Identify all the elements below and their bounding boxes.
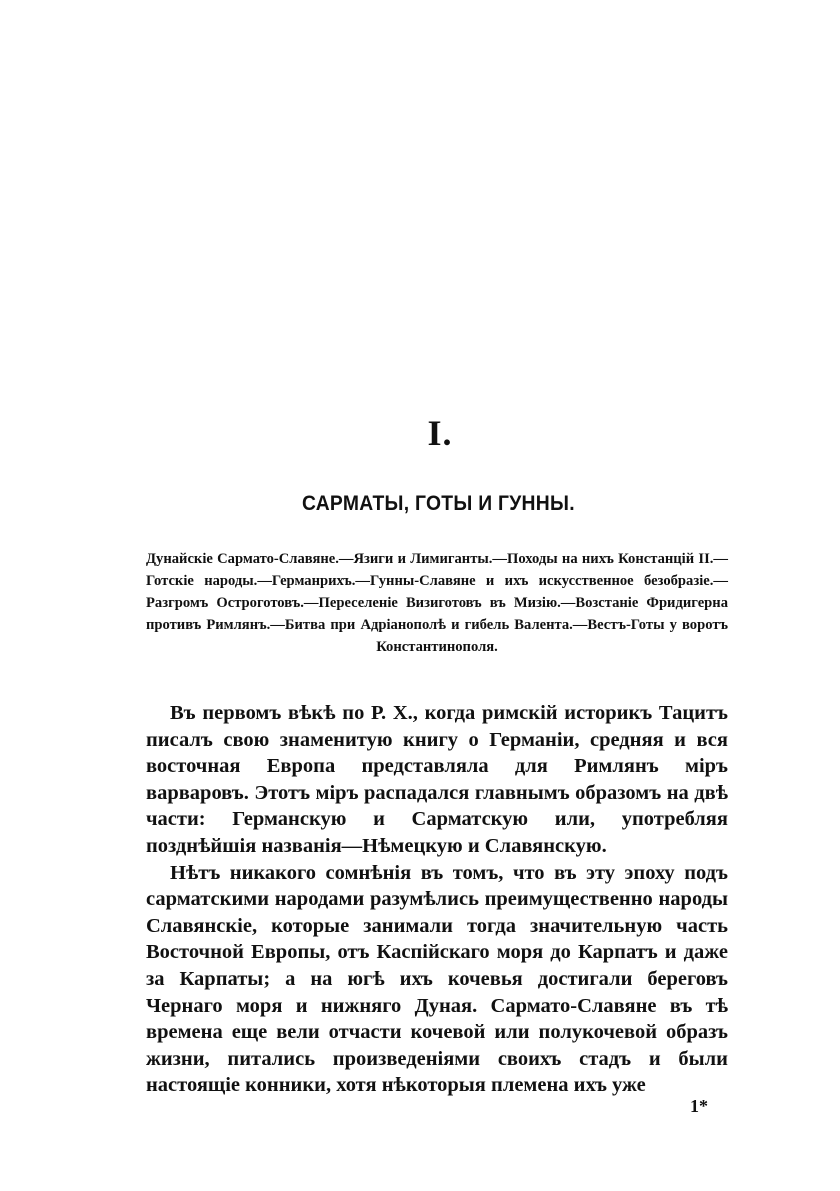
- paragraph-2: Нѣтъ никакого сомнѣнія въ томъ, что въ эту эпоху подъ сарматскими народами разумѣлись преимущественно народы Славянскіе, которые занимали тогда значительную часть Восточной Европы, отъ Каспійскаго моря до Карпатъ и даже за Карпаты; а на югѣ ихъ кочевья достигали береговъ Чернаго моря и нижняго Дуная. Сармато-Славяне въ тѣ времена еще вели отчасти кочевой или полукочевой образъ жизни, питались произведеніями своихъ стадъ и были настоящіе конники, хотя нѣкоторыя племена ихъ уже: [146, 861, 728, 1097]
- signature-mark: 1*: [690, 1096, 708, 1116]
- paragraph-1: Въ первомъ вѣкѣ по Р. Х., когда римскій историкъ Тацитъ писалъ свою знаменитую книгу о Германіи, средняя и вся восточная Европа представляла для Римлянъ міръ варваровъ. Этотъ міръ распадался главнымъ образомъ на двѣ части: Германскую и Сарматскую или, употребляя позднѣйшія названія—Нѣмецкую и Славянскую.: [146, 702, 728, 857]
- chapter-number: I.: [427, 413, 453, 453]
- chapter-title: САРМАТЫ, ГОТЫ И ГУННЫ.: [301, 492, 575, 515]
- chapter-synopsis: Дунайскіе Сармато-Славяне.—Язиги и Лимиганты.—Походы на нихъ Констанцій II.—Готскіе народы.—Германрихъ.—Гунны-Славяне и ихъ искусственное безобразіе.—Разгромъ Остроготовъ.—Переселеніе Визиготовъ въ Мизію.—Возстаніе Фридигерна противъ Римлянъ.—Битва при Адріанополѣ и гибель Валента.—Вестъ-Готы у воротъ Константинополя.: [146, 551, 728, 655]
- body-text: [146, 700, 728, 1099]
